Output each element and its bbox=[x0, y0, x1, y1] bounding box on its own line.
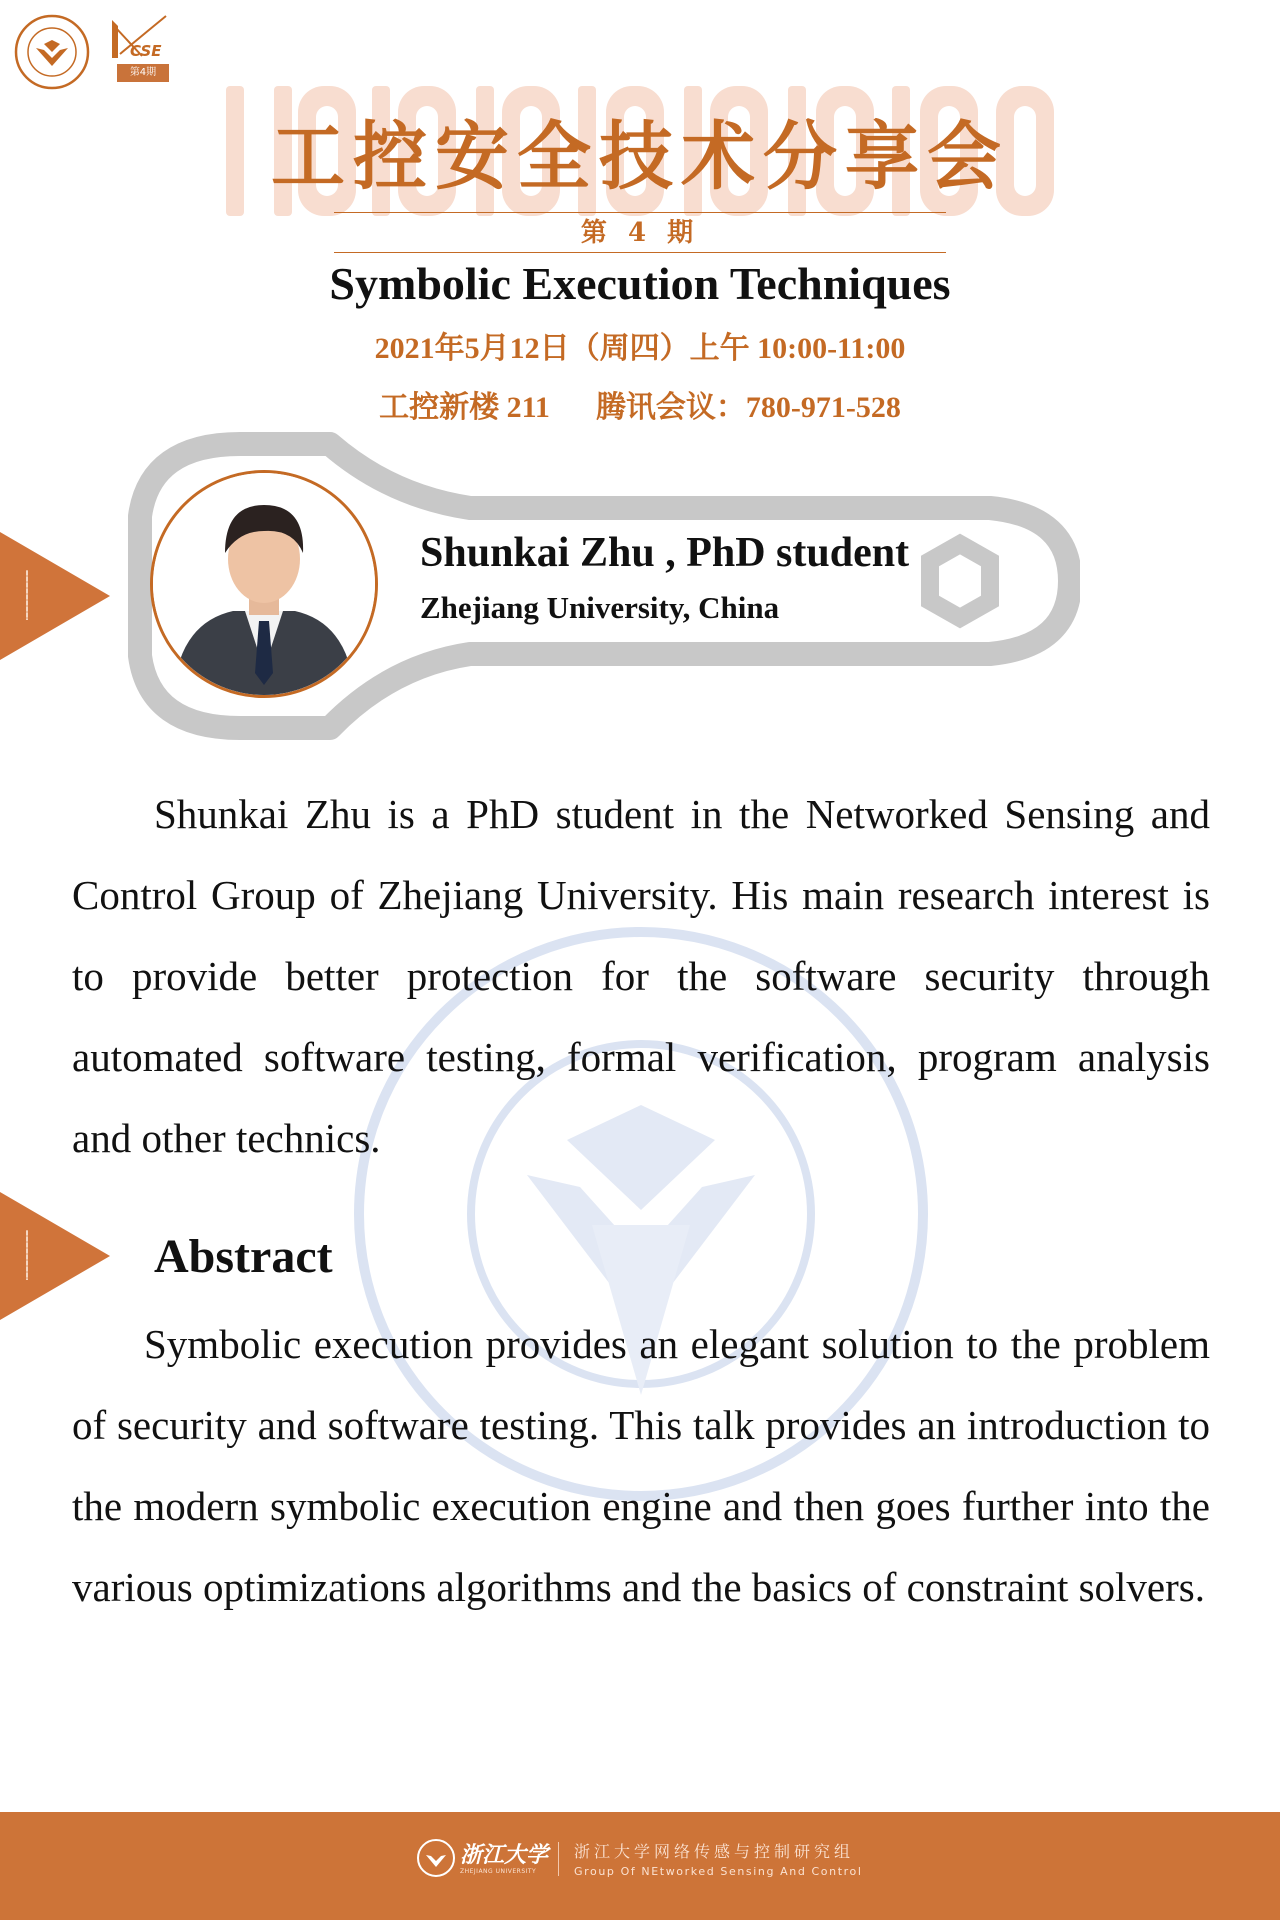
meeting-id: 腾讯会议：780-971-528 bbox=[595, 391, 901, 424]
svg-text:CSE: CSE bbox=[130, 42, 162, 60]
decorative-arrow bbox=[0, 1192, 110, 1320]
issue-badge: 第4期 bbox=[117, 64, 169, 82]
divider bbox=[334, 212, 946, 213]
talk-title: Symbolic Execution Techniques bbox=[329, 258, 951, 309]
event-time: 2021年5月12日（周四）上午 10:00-11:00 bbox=[374, 332, 906, 365]
speaker-bio: Shunkai Zhu is a PhD student in the Networked Sensing and Control Group of Zhejiang University. His main research interest is to provide better protection for the software security through automated software testing, formal verification, program analysis and other technics. bbox=[72, 791, 1210, 1161]
speaker-photo bbox=[150, 470, 378, 698]
room: 工控新楼 211 bbox=[379, 391, 550, 424]
abstract-text: Symbolic execution provides an elegant solution to the problem of security and software testing. This talk provides an introduction to the modern symbolic execution engine and then goes further into the various optimizations algorithms and the basics of constraint solvers. bbox=[72, 1321, 1210, 1610]
decorative-dots bbox=[26, 570, 28, 620]
decorative-dots bbox=[26, 1230, 28, 1280]
footer-group-name-en: Group Of NEtworked Sensing And Control bbox=[574, 1865, 863, 1878]
footer-university-name: 浙江大学 bbox=[460, 1842, 549, 1868]
footer-university-name-en: ZHEJIANG UNIVERSITY bbox=[460, 1868, 537, 1875]
speaker-name: Shunkai Zhu , PhD student bbox=[420, 530, 910, 576]
speaker-avatar bbox=[153, 473, 375, 695]
event-title: 工控安全技术分享会 bbox=[271, 114, 1009, 200]
speaker-affiliation: Zhejiang University, China bbox=[420, 590, 780, 625]
divider bbox=[334, 252, 946, 253]
footer-divider bbox=[558, 1842, 559, 1876]
footer-group-name: 浙江大学网络传感与控制研究组 bbox=[574, 1842, 855, 1861]
footer-university-logo bbox=[416, 1838, 456, 1878]
decorative-arrow bbox=[0, 532, 110, 660]
abstract-heading: Abstract bbox=[154, 1230, 333, 1283]
zhejiang-university-logo bbox=[14, 14, 90, 90]
issue-number: 第 4 期 bbox=[580, 218, 700, 248]
